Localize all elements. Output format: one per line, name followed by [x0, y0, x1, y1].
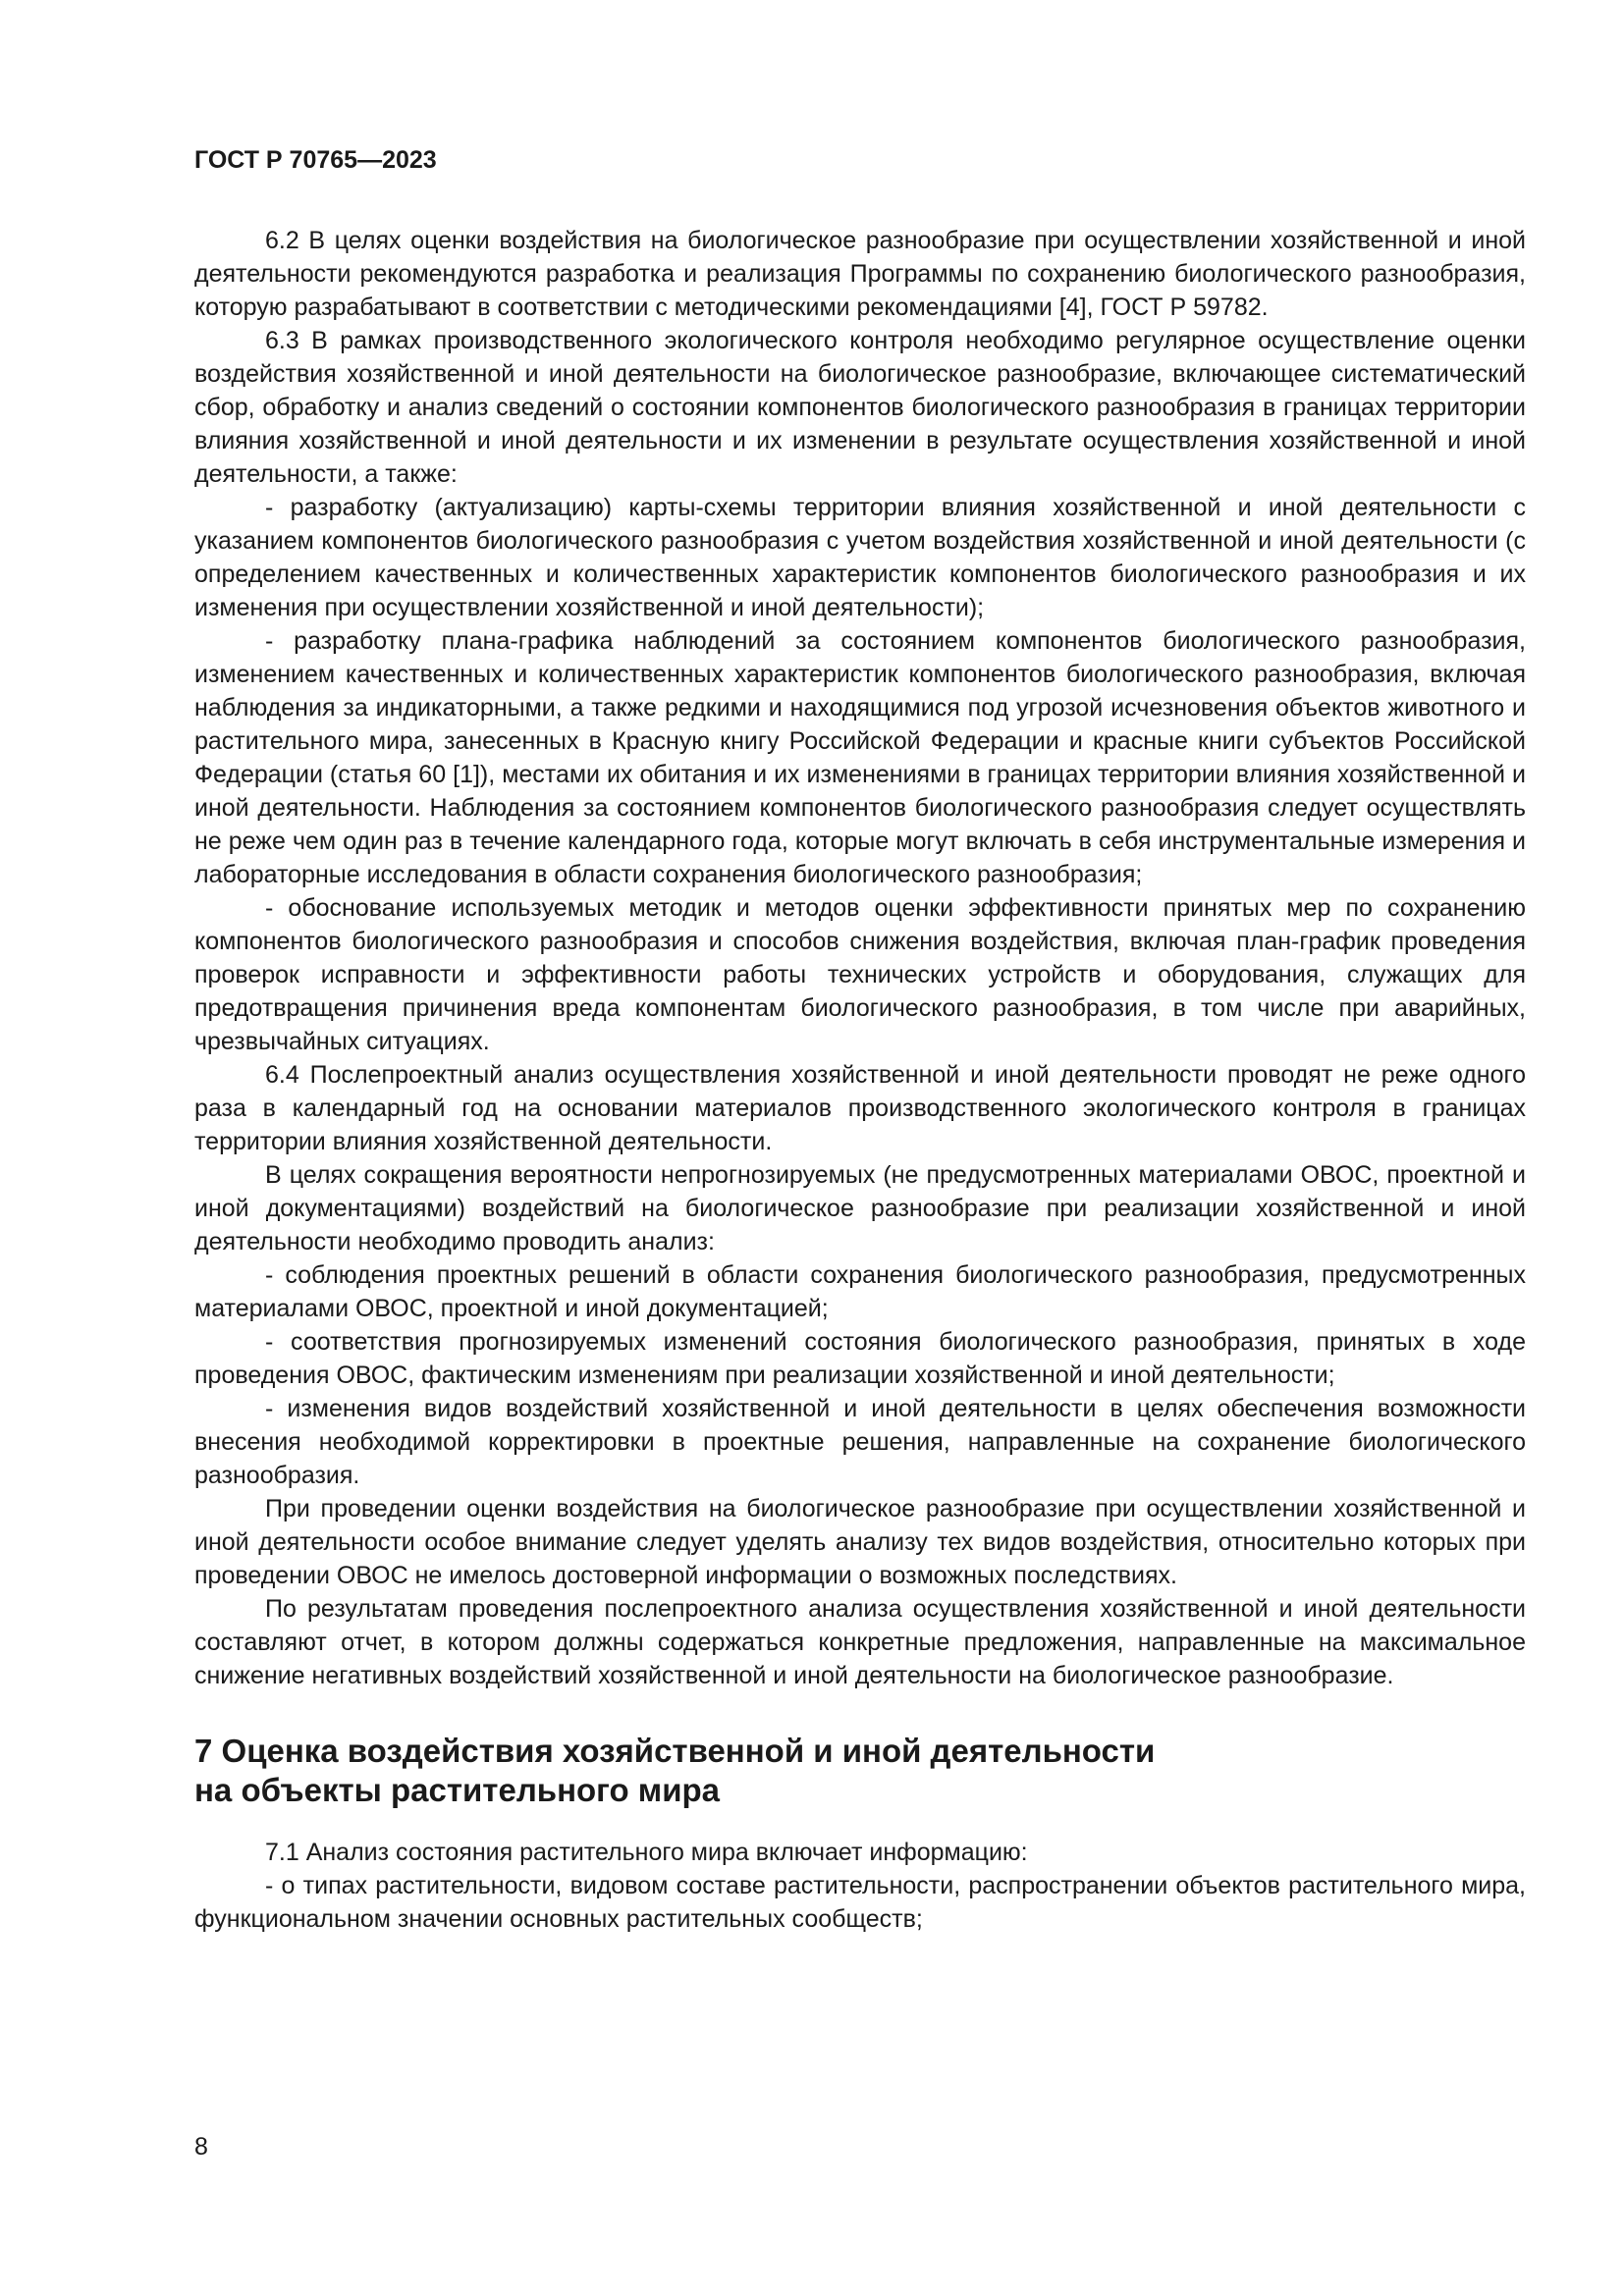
document-header: ГОСТ Р 70765—2023: [194, 146, 437, 174]
paragraph-6-2: 6.2 В целях оценки воздействия на биологическое разнообразие при осуществлении хозяйственной и иной деятельности рекомендуются разработка и реализация Программы по сохранению биологического разнообразия, которую разрабатывают в соответствии с методическими рекомендациями [4], ГОСТ Р 59782.: [194, 227, 1526, 321]
paragraph-6-3: 6.3 В рамках производственного экологического контроля необходимо регулярное осуществление оценки воздействия хозяйственной и иной деятельности на биологическое разнообразие, включающее систематический сбор, обработку и анализ сведений о состоянии компонентов биологического разнообразия в границах территории влияния хозяйственной и иной деятельности и их изменении в результате осуществления хозяйственной и иной деятельности, а также:: [194, 327, 1526, 488]
list-item: - изменения видов воздействий хозяйственной и иной деятельности в целях обеспечения возможности внесения необходимой корректировки в проектные решения, направленные на сохранение биологического разнообразия.: [194, 1395, 1526, 1489]
paragraph: По результатам проведения послепроектного анализа осуществления хозяйственной и иной деятельности составляют отчет, в котором должны содержаться конкретные предложения, направленные на максимальное снижение негативных воздействий хозяйственной и иной деятельности на биологическое разнообразие.: [194, 1595, 1526, 1689]
paragraph: При проведении оценки воздействия на биологическое разнообразие при осуществлении хозяйственной и иной деятельности особое внимание следует уделять анализу тех видов воздействия, относительно которых при проведении ОВОС не имелось достоверной информации о возможных последствиях.: [194, 1495, 1526, 1589]
paragraph: В целях сокращения вероятности непрогнозируемых (не предусмотренных материалами ОВОС, проектной и иной документациями) воздействий на биологическое разнообразие при реализации хозяйственной и иной деятельности необходимо проводить анализ:: [194, 1161, 1526, 1255]
list-item: - о типах растительности, видовом составе растительности, распространении объектов растительного мира, функциональном значении основных растительных сообществ;: [194, 1872, 1526, 1933]
list-item: - соблюдения проектных решений в области сохранения биологического разнообразия, предусмотренных материалами ОВОС, проектной и иной документацией;: [194, 1261, 1526, 1322]
section-7-title-line2: на объекты растительного мира: [194, 1772, 721, 1808]
paragraph-7-1: 7.1 Анализ состояния растительного мира включает информацию:: [265, 1839, 1028, 1866]
paragraph-6-4: 6.4 Послепроектный анализ осуществления хозяйственной и иной деятельности проводят не реже одного раза в календарный год на основании материалов производственного экологического контроля в границах территории влияния хозяйственной деятельности.: [194, 1061, 1526, 1155]
section-6-body: [194, 224, 1526, 1692]
list-item: - разработку (актуализацию) карты-схемы территории влияния хозяйственной и иной деятельности с указанием компонентов биологического разнообразия с учетом воздействия хозяйственной и иной деятельности (с определением качественных и количественных характеристик компонентов биологического разнообразия и их изменения при осуществлении хозяйственной и иной деятельности);: [194, 494, 1526, 621]
list-item: - обоснование используемых методик и методов оценки эффективности принятых мер по сохранению компонентов биологического разнообразия и способов снижения воздействия, включая план-график проведения проверок исправности и эффективности работы технических устройств и оборудования, служащих для предотвращения причинения вреда компонентам биологического разнообразия, в том числе при аварийных, чрезвычайных ситуациях.: [194, 894, 1526, 1055]
section-7-body: [194, 1836, 1526, 1936]
document-page: [194, 145, 1526, 1936]
section-7-title-line1: 7 Оценка воздействия хозяйственной и иной деятельности: [194, 1733, 1156, 1769]
list-item: - соответствия прогнозируемых изменений состояния биологического разнообразия, принятых в ходе проведения ОВОС, фактическим изменениям при реализации хозяйственной и иной деятельности;: [194, 1328, 1526, 1389]
list-item: - разработку плана-графика наблюдений за состоянием компонентов биологического разнообразия, изменением качественных и количественных характеристик компонентов биологического разнообразия, включая наблюдения за индикаторными, а также редкими и находящимися под угрозой исчезновения объектов животного и растительного мира, занесенных в Красную книгу Российской Федерации и красные книги субъектов Российской Федерации (статья 60 [1]), местами их обитания и их изменениями в границах территории влияния хозяйственной и иной деятельности. Наблюдения за состоянием компонентов биологического разнообразия следует осуществлять не реже чем один раз в течение календарного года, которые могут включать в себя инструментальные измерения и лабораторные исследования в области сохранения биологического разнообразия;: [194, 627, 1526, 888]
page-number: 8: [194, 2133, 208, 2161]
section-7-title: [194, 1732, 1526, 1810]
